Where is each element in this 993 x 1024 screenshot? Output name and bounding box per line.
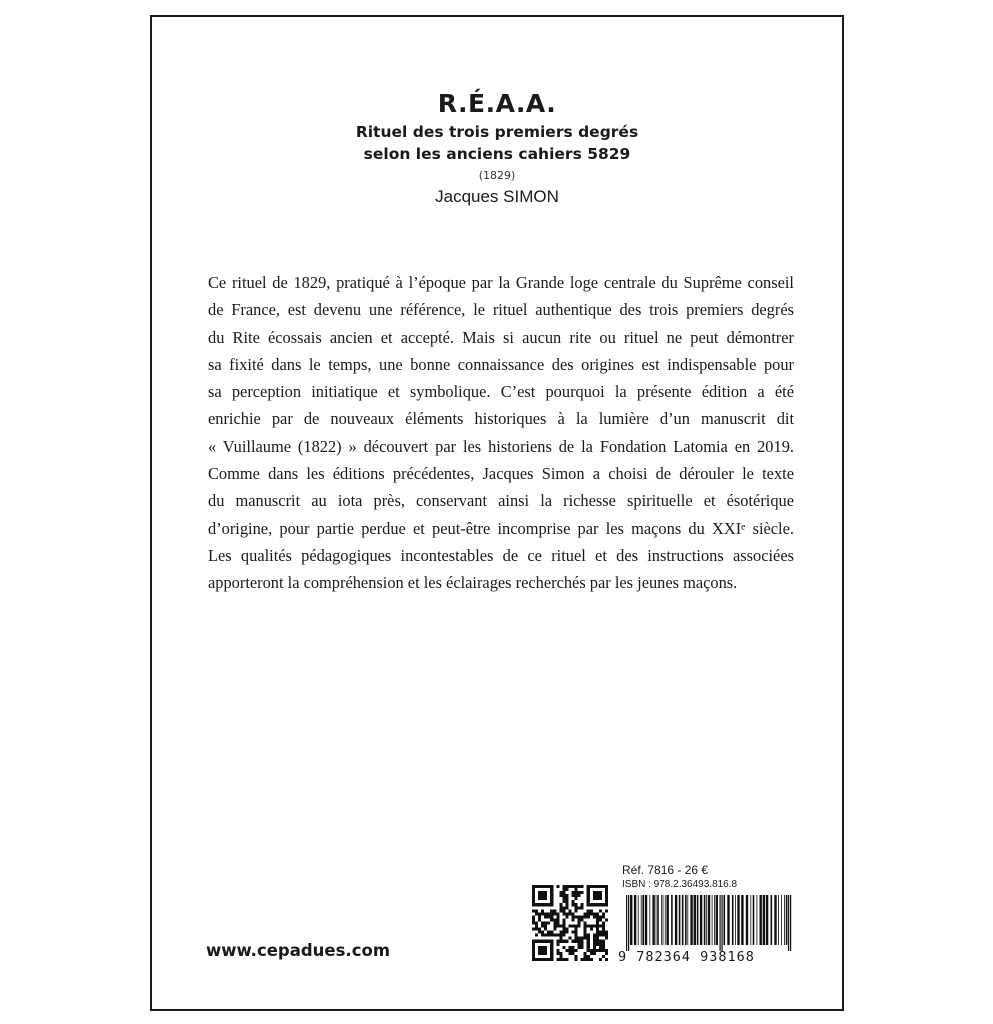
blurb-line: Comme dans les éditions précédentes, Jacques Simon a choisi de dérouler le texte xyxy=(208,464,794,484)
blurb-line: sa perception initiatique et symbolique. C’est pourquoi la présente édition a été xyxy=(208,382,794,402)
publisher-website: www.cepadues.com xyxy=(206,941,391,960)
reference-price: Réf. 7816 - 26 € xyxy=(622,863,709,877)
blurb-line: apporteront la compréhension et les éclairages recherchés par les jeunes maçons. xyxy=(208,573,738,593)
barcode-number: 9 782364 938168 xyxy=(618,949,755,965)
blurb-line: du Rite écossais ancien et accepté. Mais si aucun rite ou rituel ne peut démontrer xyxy=(208,327,794,347)
barcode-icon xyxy=(624,895,794,951)
book-subtitle-line2: selon les anciens cahiers 5829 xyxy=(363,145,631,163)
blurb-paragraph xyxy=(208,269,794,597)
book-author: Jacques SIMON xyxy=(435,187,559,206)
blurb-line: d’origine, pour partie perdue et peut-être incomprise par les maçons du XXIᵉ siècle. xyxy=(208,518,794,538)
blurb-line: sa fixité dans le temps, une bonne connaissance des origines est indispensable pour xyxy=(208,354,794,374)
blurb-line: Ce rituel de 1829, pratiqué à l’époque par la Grande loge centrale du Suprême conseil xyxy=(208,273,794,292)
blurb-line: enrichie par de nouveaux éléments historiques à la lumière d’un manuscrit dit xyxy=(208,409,794,429)
blurb-line: Les qualités pédagogiques incontestables de ce rituel et des instructions associées xyxy=(208,545,794,565)
qr-code-icon xyxy=(532,885,608,961)
blurb-line: « Vuillaume (1822) » découvert par les historiens de la Fondation Latomia en 2019. xyxy=(208,436,794,456)
book-back-cover xyxy=(150,15,844,1011)
blurb-line: de France, est devenu une référence, le rituel authentique des trois premiers degrés xyxy=(208,300,794,320)
blurb-line: du manuscrit au iota près, conservant ainsi la richesse spirituelle et ésotérique xyxy=(208,491,794,511)
book-title: R.É.A.A. xyxy=(437,89,557,118)
book-subtitle-line1: Rituel des trois premiers degrés xyxy=(355,123,639,141)
isbn-text: ISBN : 978.2.36493.816.8 xyxy=(622,879,738,890)
book-year: (1829) xyxy=(478,169,516,182)
